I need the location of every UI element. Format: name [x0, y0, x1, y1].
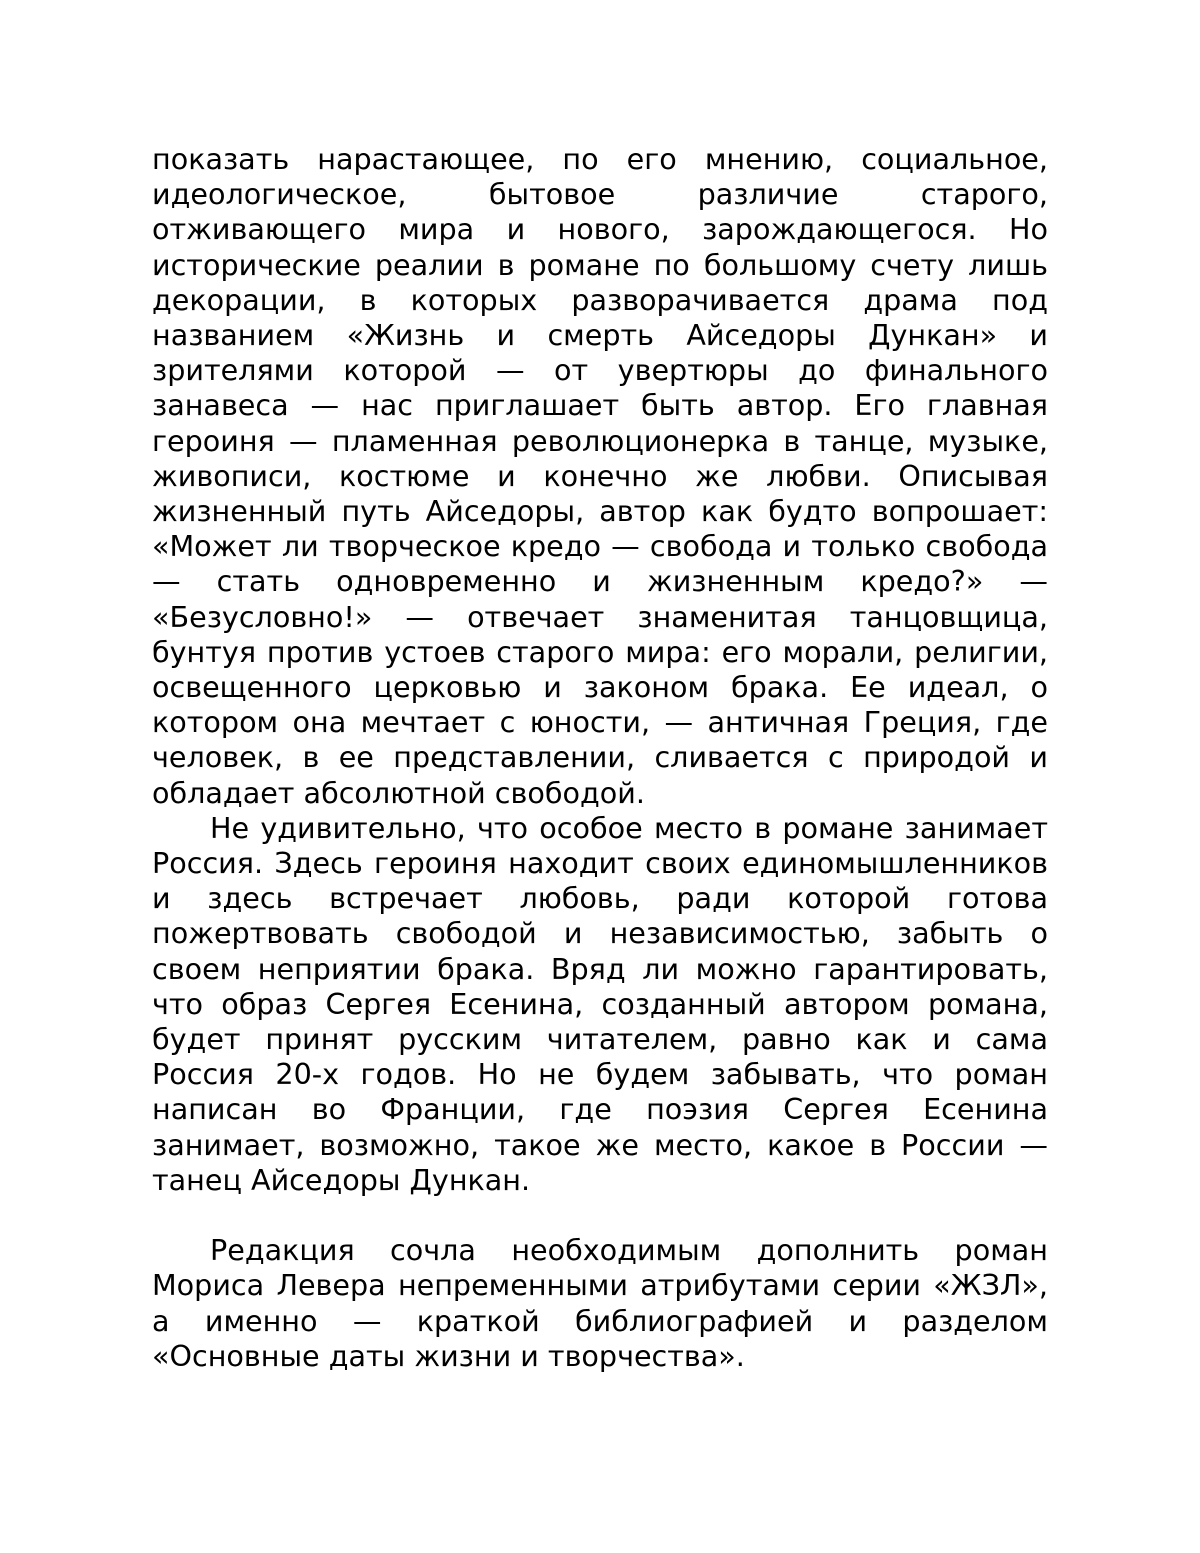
paragraph-spacer [152, 1198, 1048, 1233]
paragraph-2: Не удивительно, что особое место в романе занимает Россия. Здесь героиня находит своих единомышленников и здесь встречает любовь, ради которой готова пожертвовать свободой и независимостью, забыть о своем неприятии брака. Вряд ли можно гарантировать, что образ Сергея Есенина, созданный автором романа, будет принят русским читателем, равно как и сама Россия 20-х годов. Но не будем забывать, что роман написан во Франции, где поэзия Сергея Есенина занимает, возможно, такое же место, какое в России — танец Айседоры Дункан. [152, 811, 1048, 1198]
paragraph-3: Редакция сочла необходимым дополнить роман Мориса Левера непременными атрибутами серии «ЖЗЛ», а именно — краткой библиографией и разделом «Основные даты жизни и творчества». [152, 1233, 1048, 1374]
paragraph-1: показать нарастающее, по его мнению, социальное, идеологическое, бытовое различие старого, отживающего мира и нового, зарождающегося. Но исторические реалии в романе по большому счету лишь декорации, в которых разворачивается драма под названием «Жизнь и смерть Айседоры Дункан» и зрителями которой — от увертюры до финального занавеса — нас приглашает быть автор. Его главная героиня — пламенная революционерка в танце, музыке, живописи, костюме и конечно же любви. Описывая жизненный путь Айседоры, автор как будто вопрошает: «Может ли творческое кредо — свобода и только свобода — стать одновременно и жизненным кредо?» — «Безусловно!» — отвечает знаменитая танцовщица, бунтуя против устоев старого мира: его морали, религии, освещенного церковью и законом брака. Ее идеал, о котором она мечтает с юности, — античная Греция, где человек, в ее представлении, сливается с природой и обладает абсолютной свободой. [152, 142, 1048, 811]
document-page [152, 142, 1048, 1374]
